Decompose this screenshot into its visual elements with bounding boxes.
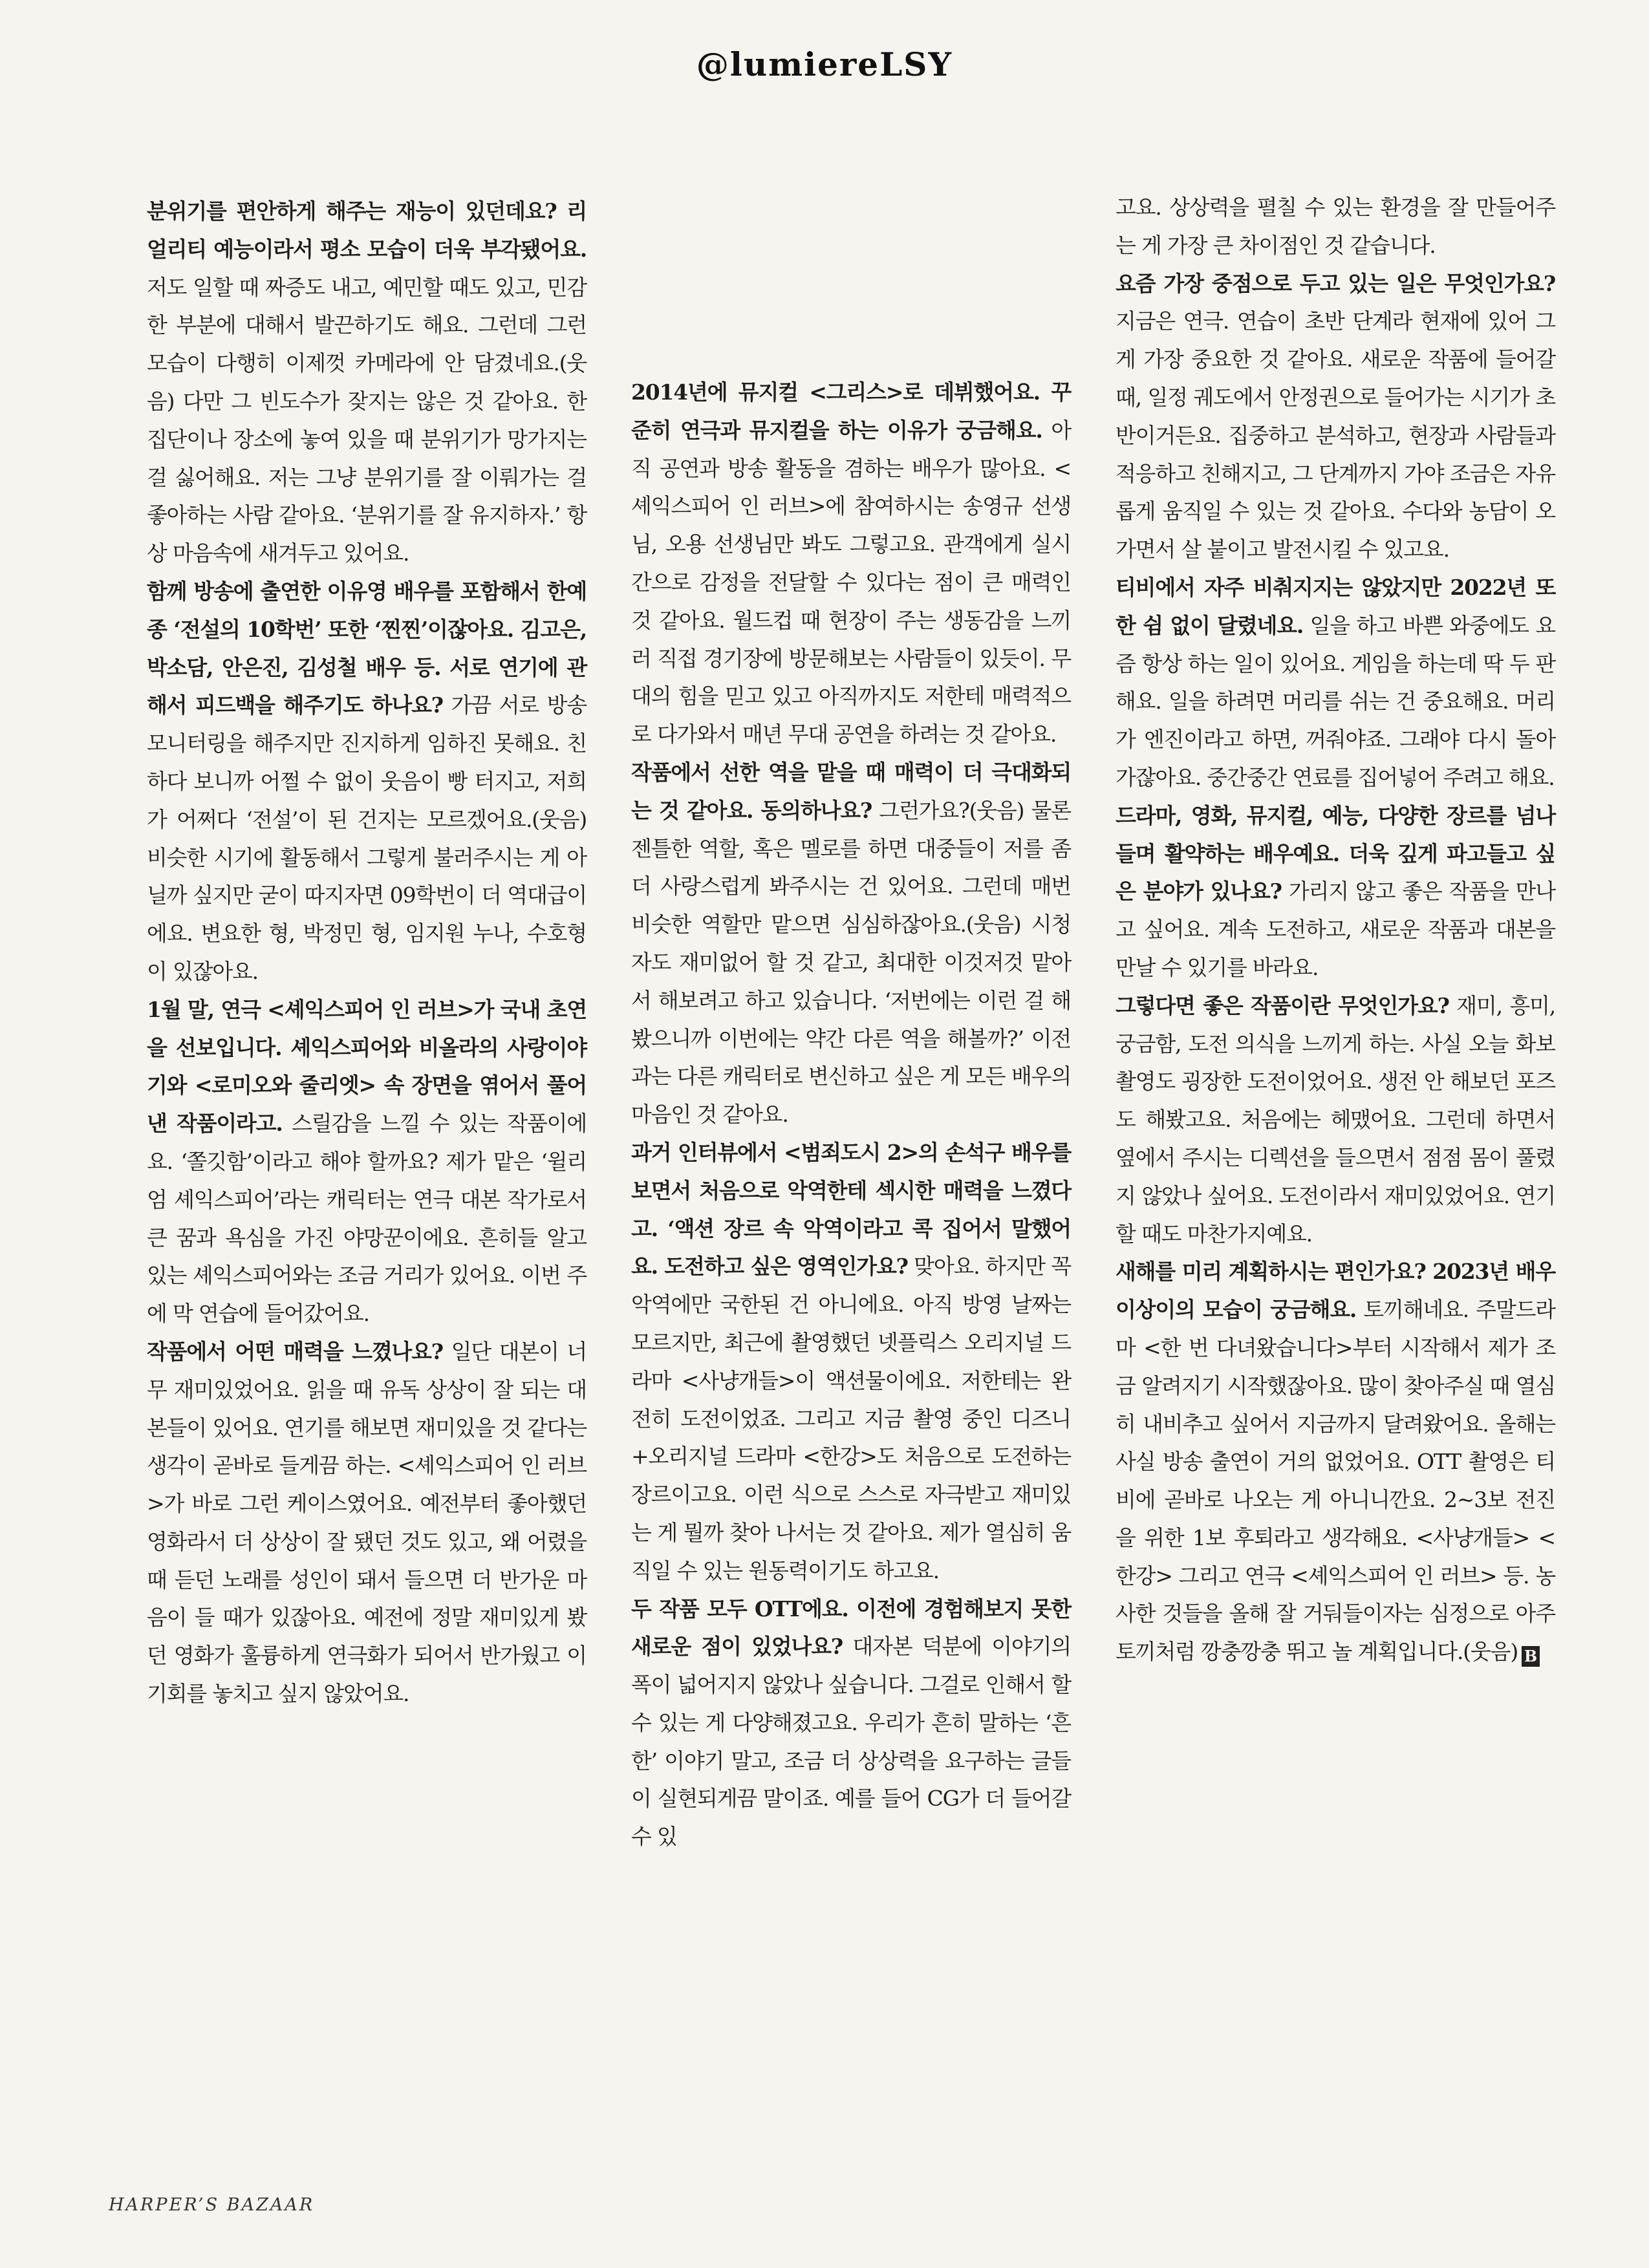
interview-question: 티비에서 자주 비춰지지는 않았지만 2022년 또한 쉼 없이 달렸네요. <box>1116 574 1555 638</box>
interview-answer: 고요. 상상력을 펼칠 수 있는 환경을 잘 만들어주는 게 가장 큰 차이점인 것 같습니다. <box>1116 195 1555 258</box>
interview-paragraph <box>1116 987 1555 1254</box>
interview-question: 새해를 미리 계획하시는 편인가요? 2023년 배우 이상이의 모습이 궁금해요. <box>1116 1259 1555 1323</box>
interview-answer: 재미, 흥미, 궁금함, 도전 의식을 느끼게 하는. 사실 오늘 화보 촬영도 굉장한 도전이었어요. 생전 안 해보던 포즈도 해봤고요. 처음에는 헤맸어요. 그런데 하면서 옆에서 주시는 디렉션을 들으면서 점점 몸이 풀렸지 않았나 싶어요. 도전이라서 재미있었어요. 연기할 때도 마찬가지예요. <box>1116 992 1555 1246</box>
interview-answer: 가끔 서로 방송 모니터링을 해주지만 진지하게 임하진 못해요. 친하다 보니까 어쩔 수 없이 웃음이 빵 터지고, 저희가 어쩌다 ‘전설’이 된 건지는 모르겠어요.(웃음) 비슷한 시기에 활동해서 그렇게 불러주시는 게 아닐까 싶지만 굳이 따지자면 09학번이 더 역대급이에요. 변요한 형, 박정민 형, 임지원 누나, 수호형이 있잖아요. <box>147 692 587 984</box>
interview-answer: 저도 일할 때 짜증도 내고, 예민할 때도 있고, 민감한 부분에 대해서 발끈하기도 해요. 그런데 그런 모습이 다행히 이제껏 카메라에 안 담겼네요.(웃음) 다만 그 빈도수가 잦지는 않은 것 같아요. 한 집단이나 장소에 놓여 있을 때 분위기가 망가지는 걸 싫어해요. 저는 그냥 분위기를 잘 이뤄가는 걸 좋아하는 사람 같아요. ‘분위기를 잘 유지하자.’ 항상 마음속에 새겨두고 있어요. <box>147 274 587 566</box>
magazine-footer: HARPER’S BAZAAR <box>109 2195 315 2215</box>
interview-question: 작품에서 선한 역을 맡을 때 매력이 더 극대화되는 것 같아요. 동의하나요? <box>631 759 1071 823</box>
interview-paragraph <box>147 1333 587 1713</box>
interview-paragraph <box>1116 797 1555 987</box>
text-column-1 <box>147 193 587 1713</box>
interview-paragraph <box>147 991 587 1333</box>
interview-paragraph <box>631 1590 1071 1857</box>
interview-answer: 지금은 연극. 연습이 초반 단계라 현재에 있어 그게 가장 중요한 것 같아요. 새로운 작품에 들어갈 때, 일정 궤도에서 안정권으로 들어가는 시기가 초반이거든요. 집중하고 분석하고, 현장과 사람들과 적응하고 친해지고, 그 단계까지 가야 조금은 자유롭게 움직일 수 있는 것 같아요. 수다와 농담이 오가면서 살 붙이고 발전시킬 수 있고요. <box>1116 308 1555 562</box>
text-column-2 <box>631 374 1071 1856</box>
interview-question: 그렇다면 좋은 작품이란 무엇인가요? <box>1116 992 1449 1018</box>
interview-answer: 토끼해네요. 주말드라마 <한 번 다녀왔습니다>부터 시작해서 제가 조금 알려지기 시작했잖아요. 많이 찾아주실 때 열심히 내비추고 싶어서 지금까지 달려왔어요. 올해는 사실 방송 출연이 거의 없었어요. OTT 촬영은 티비에 곧바로 나오는 게 아니니깐요. 2~3보 전진을 위한 1보 후퇴라고 생각해요. <사냥개들> <한강> 그리고 연극 <셰익스피어 인 러브> 등. 농사한 것들을 올해 잘 거둬들이자는 심정으로 아주 토끼처럼 깡충깡충 뛰고 놀 계획입니다.(웃음) <box>1116 1297 1555 1665</box>
interview-question: 과거 인터뷰에서 <범죄도시 2>의 손석구 배우를 보면서 처음으로 악역한테 섹시한 매력을 느꼈다고. ‘액션 장르 속 악역이라고 콕 집어서 말했어요. 도전하고 싶은 영역인가요? <box>631 1139 1071 1279</box>
interview-paragraph <box>1116 1253 1555 1671</box>
interview-answer: 일단 대본이 너무 재미있었어요. 읽을 때 유독 상상이 잘 되는 대본들이 있어요. 연기를 해보면 재미있을 것 같다는 생각이 곧바로 들게끔 하는. <셰익스피어 인 러브>가 바로 그런 케이스였어요. 예전부터 좋아했던 영화라서 더 상상이 잘 됐던 것도 있고, 왜 어렸을 때 듣던 노래를 성인이 돼서 들으면 더 반가운 마음이 들 때가 있잖아요. 예전에 정말 재미있게 봤던 영화가 훌륭하게 연극화가 되어서 반가웠고 이 기회를 놓치고 싶지 않았어요. <box>147 1338 587 1707</box>
text-column-3 <box>1116 189 1555 1671</box>
interview-question: 함께 방송에 출연한 이유영 배우를 포함해서 한예종 ‘전설의 10학번’ 또한 ‘찐찐’이잖아요. 김고은, 박소담, 안은진, 김성철 배우 등. 서로 연기에 관해서 피드백을 해주기도 하나요? <box>147 578 587 718</box>
interview-question: 분위기를 편안하게 해주는 재능이 있던데요? 리얼리티 예능이라서 평소 모습이 더욱 부각됐어요. <box>147 198 587 262</box>
interview-paragraph <box>631 374 1071 754</box>
interview-answer: 맞아요. 하지만 꼭 악역에만 국한된 건 아니에요. 아직 방영 날짜는 모르지만, 최근에 촬영했던 넷플릭스 오리지널 드라마 <사냥개들>이 액션물이에요. 저한테는 완전히 도전이었죠. 그리고 지금 촬영 중인 디즈니+오리지널 드라마 <한강>도 처음으로 도전하는 장르이고요. 이런 식으로 스스로 자극받고 재미있는 게 뭘까 찾아 나서는 것 같아요. 제가 열심히 움직일 수 있는 원동력이기도 하고요. <box>631 1254 1071 1583</box>
interview-answer: 대자본 덕분에 이야기의 폭이 넓어지지 않았나 싶습니다. 그걸로 인해서 할 수 있는 게 다양해졌고요. 우리가 흔히 말하는 ‘흔한’ 이야기 말고, 조금 더 상상력을 요구하는 글들이 실현되게끔 말이죠. 예를 들어 CG가 더 들어갈 수 있 <box>631 1634 1071 1850</box>
interview-question: 작품에서 어떤 매력을 느꼈나요? <box>147 1338 443 1364</box>
interview-question: 2014년에 뮤지컬 <그리스>로 데뷔했어요. 꾸준히 연극과 뮤지컬을 하는 이유가 궁금해요. <box>631 380 1071 443</box>
interview-paragraph <box>1116 265 1555 569</box>
interview-question: 요즘 가장 중점으로 두고 있는 일은 무엇인가요? <box>1116 270 1555 296</box>
interview-question: 두 작품 모두 OTT에요. 이전에 경험해보지 못한 새로운 점이 있었나요? <box>631 1596 1071 1660</box>
interview-answer: 가리지 않고 좋은 작품을 만나고 싶어요. 계속 도전하고, 새로운 작품과 대본을 만날 수 있기를 바라요. <box>1116 879 1555 980</box>
interview-paragraph <box>631 1134 1071 1590</box>
end-mark-icon: B <box>1522 1646 1540 1667</box>
interview-answer: 아직 공연과 방송 활동을 겸하는 배우가 많아요. <셰익스피어 인 러브>에 참여하시는 송영규 선생님, 오용 선생님만 봐도 그렇고요. 관객에게 실시간으로 감정을 전달할 수 있다는 점이 큰 매력인 것 같아요. 월드컵 때 현장이 주는 생동감을 느끼러 직접 경기장에 방문해보는 사람들이 있듯이. 무대의 힘을 믿고 있고 아직까지도 저한테 매력적으로 다가와서 매년 무대 공연을 하려는 것 같아요. <box>631 417 1072 747</box>
interview-paragraph <box>147 193 587 573</box>
watermark-handle: @lumiereLSY <box>696 45 953 83</box>
interview-paragraph <box>147 573 587 991</box>
interview-answer: 스릴감을 느낄 수 있는 작품이에요. ‘쫄깃함’이라고 해야 할까요? 제가 맡은 ‘윌리엄 셰익스피어’라는 캐릭터는 연극 대본 작가로서 큰 꿈과 욕심을 가진 야망꾼이에요. 흔히들 알고 있는 셰익스피어와는 조금 거리가 있어요. 이번 주에 막 연습에 들어갔어요. <box>147 1111 587 1327</box>
interview-question: 드라마, 영화, 뮤지컬, 예능, 다양한 장르를 넘나들며 활약하는 배우예요. 더욱 깊게 파고들고 싶은 분야가 있나요? <box>1116 802 1555 904</box>
interview-paragraph <box>1116 189 1555 265</box>
interview-answer: 그런가요?(웃음) 물론 젠틀한 역할, 혹은 멜로를 하면 대중들이 저를 좀 더 사랑스럽게 봐주시는 건 있어요. 그런데 매번 비슷한 역할만 맡으면 심심하잖아요.(웃음) 시청자도 재미없어 할 것 같고, 최대한 이것저것 맡아서 해보려고 하고 있습니다. ‘저번에는 이런 걸 해봤으니까 이번에는 약간 다른 역을 해볼까?’ 이전과는 다른 캐릭터로 변신하고 싶은 게 모든 배우의 마음인 것 같아요. <box>631 797 1071 1128</box>
interview-question: 1월 말, 연극 <셰익스피어 인 러브>가 국내 초연을 선보입니다. 셰익스피어와 비올라의 사랑이야기와 <로미오와 줄리엣> 속 장면을 엮어서 풀어낸 작품이라고. <box>147 996 587 1137</box>
interview-paragraph <box>631 754 1071 1134</box>
interview-answer: 일을 하고 바쁜 와중에도 요즘 항상 하는 일이 있어요. 게임을 하는데 딱 두 판 해요. 일을 하려면 머리를 쉬는 건 중요해요. 머리가 엔진이라고 하면, 꺼줘야죠. 그래야 다시 돌아가잖아요. 중간중간 연료를 집어넣어 주려고 해요. <box>1116 612 1555 790</box>
interview-paragraph <box>1116 569 1555 797</box>
